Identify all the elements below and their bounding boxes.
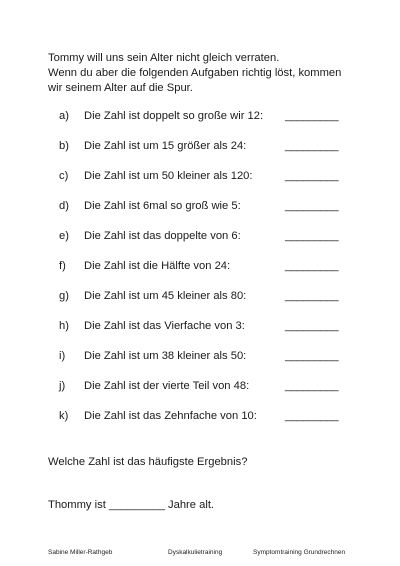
task-text: Die Zahl ist doppelt so große wir 12: — [84, 110, 264, 122]
task-item — [59, 410, 359, 440]
task-text: Die Zahl ist das Vierfache von 3: — [84, 320, 245, 332]
task-item — [59, 350, 359, 380]
task-item — [59, 290, 359, 320]
intro-line: wir seinem Alter auf die Spur. — [48, 82, 193, 94]
answer-blank: _________ — [285, 170, 339, 182]
task-text: Die Zahl ist um 38 kleiner als 50: — [84, 350, 247, 362]
task-text: Die Zahl ist um 15 größer als 24: — [84, 140, 247, 152]
intro-line: Wenn du aber die folgenden Aufgaben richtig löst, kommen — [48, 67, 342, 79]
answer-blank: _________ — [285, 230, 339, 242]
task-letter: c) — [59, 170, 69, 182]
task-item — [59, 200, 359, 230]
task-letter: j) — [59, 380, 66, 392]
task-text: Die Zahl ist um 50 kleiner als 120: — [84, 170, 253, 182]
task-letter: i) — [59, 350, 66, 362]
answer-blank: _________ — [285, 380, 339, 392]
task-text: Die Zahl ist die Hälfte von 24: — [84, 260, 231, 272]
task-item — [59, 320, 359, 350]
answer-blank: _________ — [285, 200, 339, 212]
footer-author: Sabine Miller-Rathgeb — [48, 549, 113, 556]
answer-blank: _________ — [285, 350, 339, 362]
answer-sentence: Thommy ist _________ Jahre alt. — [48, 499, 215, 511]
task-list — [59, 110, 359, 440]
task-letter: g) — [59, 290, 69, 302]
task-item — [59, 230, 359, 260]
intro-line: Tommy will uns sein Alter nicht gleich verraten. — [48, 52, 280, 64]
task-text: Die Zahl ist das Zehnfache von 10: — [84, 410, 257, 422]
task-item — [59, 110, 359, 140]
intro-text — [48, 51, 368, 96]
task-letter: e) — [59, 230, 69, 242]
answer-blank: _________ — [285, 320, 339, 332]
answer-blank: _________ — [285, 110, 339, 122]
task-letter: h) — [59, 320, 69, 332]
answer-blank: _________ — [285, 260, 339, 272]
task-letter: d) — [59, 200, 69, 212]
footer-right: Symptomtraining Grundrechnen — [253, 549, 346, 556]
task-item — [59, 380, 359, 410]
task-text: Die Zahl ist 6mal so groß wie 5: — [84, 200, 241, 212]
task-text: Die Zahl ist das doppelte von 6: — [84, 230, 241, 242]
answer-blank: _________ — [285, 290, 339, 302]
task-item — [59, 260, 359, 290]
question-text: Welche Zahl ist das häufigste Ergebnis? — [48, 456, 248, 468]
task-item — [59, 170, 359, 200]
footer-center: Dyskalkulietraining — [168, 549, 223, 556]
answer-blank: _________ — [285, 140, 339, 152]
task-text: Die Zahl ist der vierte Teil von 48: — [84, 380, 250, 392]
answer-blank: _________ — [285, 410, 339, 422]
task-letter: f) — [59, 260, 66, 272]
task-item — [59, 140, 359, 170]
task-letter: a) — [59, 110, 69, 122]
task-letter: k) — [59, 410, 69, 422]
task-text: Die Zahl ist um 45 kleiner als 80: — [84, 290, 247, 302]
task-letter: b) — [59, 140, 69, 152]
